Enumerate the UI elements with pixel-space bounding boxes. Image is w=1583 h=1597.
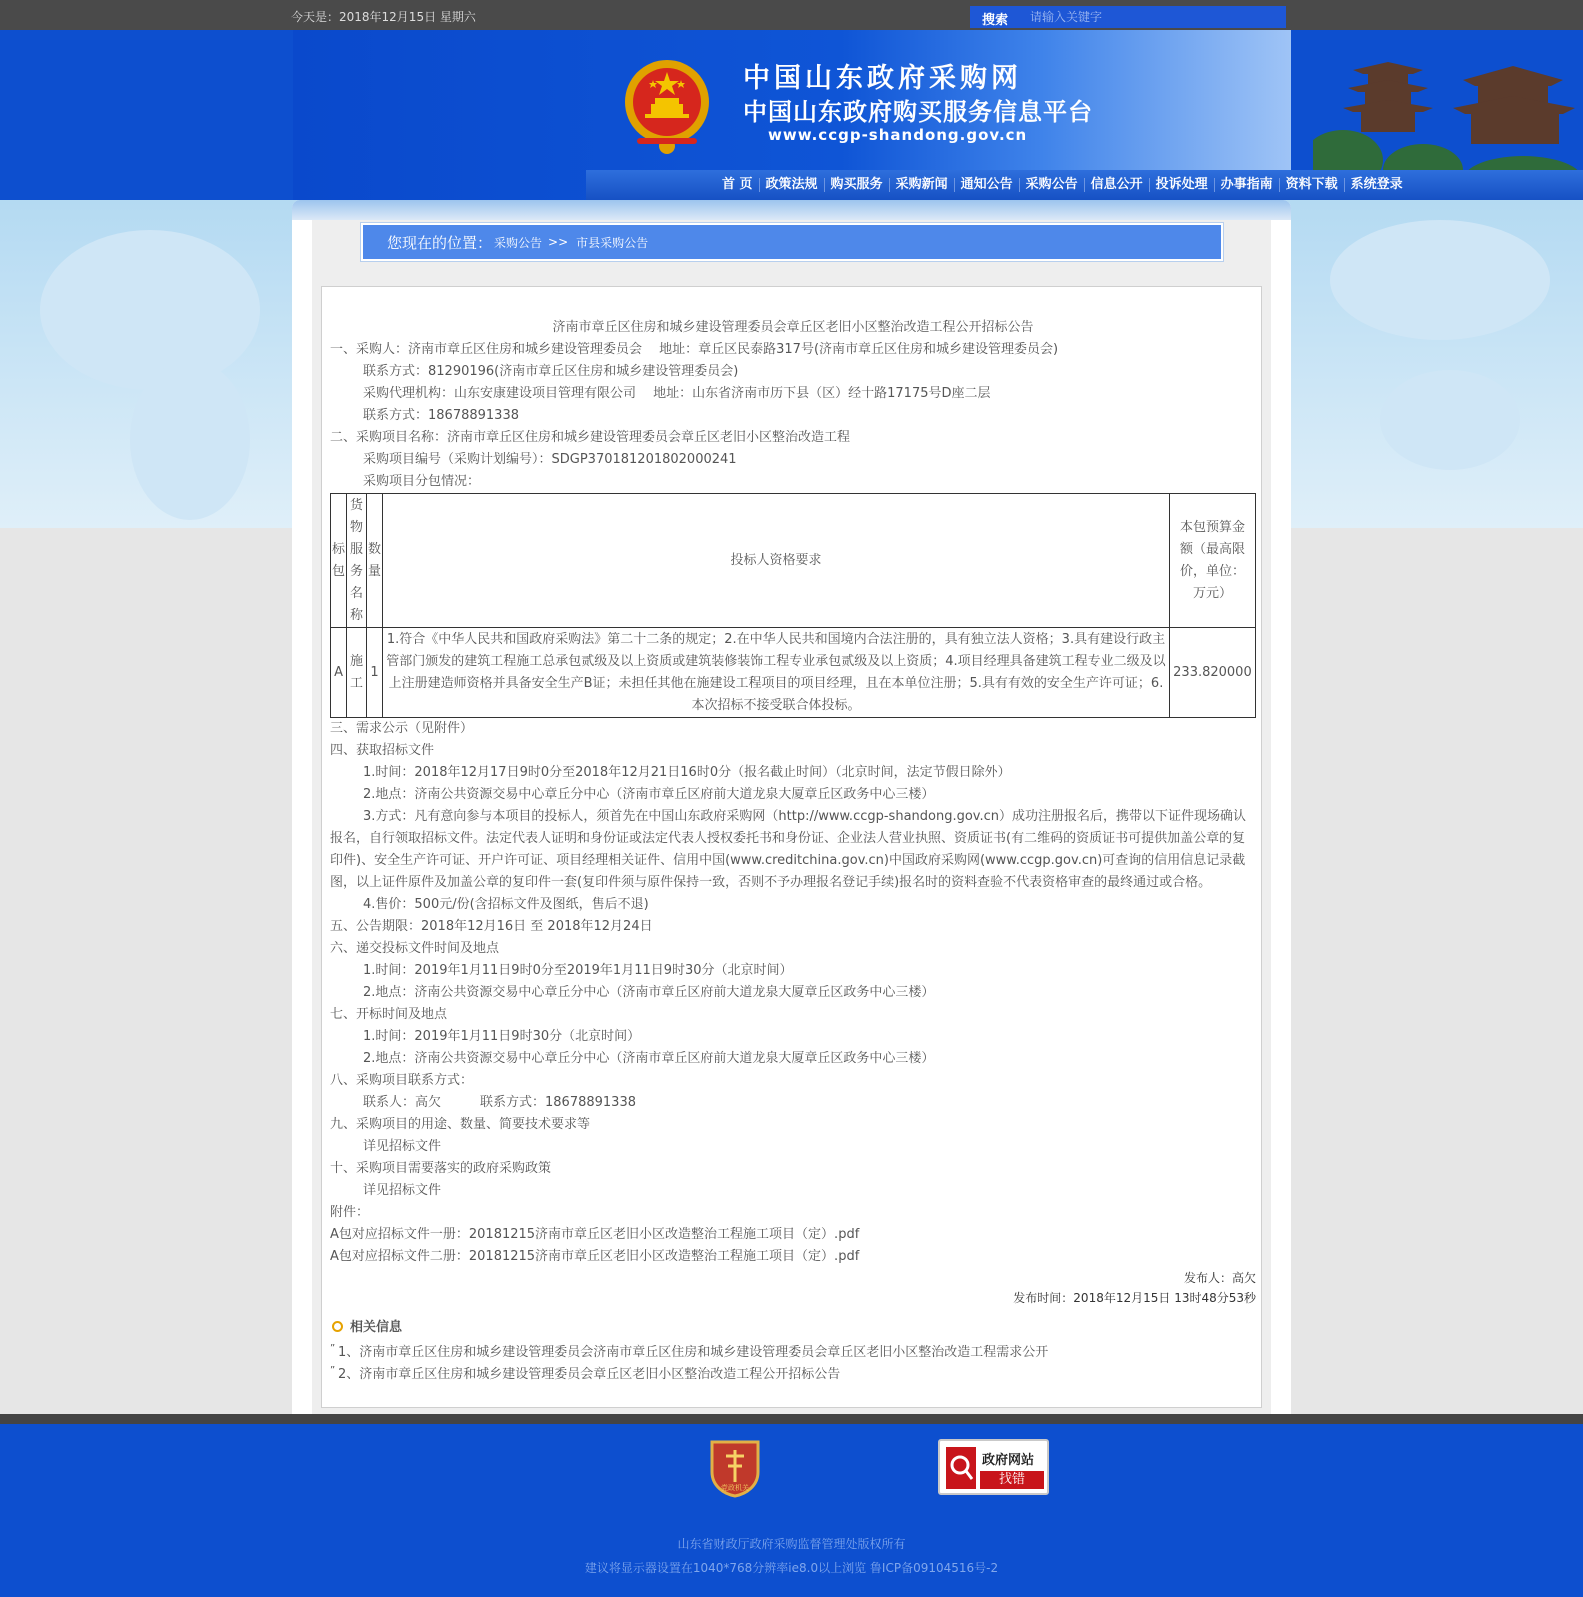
- top-bar: [0, 0, 1583, 30]
- circle-bullet-icon: [332, 1321, 343, 1332]
- search-button[interactable]: 搜索: [982, 13, 1009, 28]
- table-header: 货物服务名称: [347, 494, 367, 628]
- site-subtitle: 中国山东政府购买服务信息平台: [743, 98, 1093, 126]
- nav-item-policy[interactable]: 政策法规: [760, 178, 825, 192]
- obtain-time: 1.时间：2018年12月17日9时0分至2018年12月21日16时0分（报名截止时间）（北京时间，法定节假日除外）: [363, 765, 1011, 780]
- submit-place: 2.地点：济南公共资源交易中心章丘分中心（济南市章丘区府前大道龙泉大厦章丘区政务中心三楼）: [363, 985, 935, 1000]
- related-link[interactable]: ” 2、济南市章丘区住房和城乡建设管理委员会章丘区老旧小区整治改造工程公开招标公告: [330, 1364, 1256, 1386]
- magnifier-icon: [946, 1447, 976, 1489]
- obtain-place: 2.地点：济南公共资源交易中心章丘分中心（济南市章丘区府前大道龙泉大厦章丘区政务中心三楼）: [363, 787, 935, 802]
- table-cell: 施工: [347, 628, 367, 718]
- nav-item-disclosure[interactable]: 信息公开: [1085, 178, 1150, 192]
- attachment-link[interactable]: A包对应招标文件二册：20181215济南市章丘区老旧小区改造整治工程施工项目（定）.pdf: [330, 1249, 860, 1264]
- site-title: 中国山东政府采购网: [743, 63, 1022, 94]
- contact-heading: 八、采购项目联系方式：: [330, 1073, 474, 1088]
- table-header-row: [331, 494, 1256, 628]
- error-report-label: 找错: [980, 1471, 1044, 1489]
- error-report-title: 政府网站: [982, 1449, 1044, 1467]
- icp-text: 建议将显示器设置在1040*768分辨率ie8.0以上浏览 鲁ICP备09104516号-2: [584, 1561, 999, 1575]
- nav-item-downloads[interactable]: 资料下载: [1280, 178, 1345, 192]
- publish-time: 发布时间：2018年12月15日 13时48分53秒: [1013, 1291, 1256, 1305]
- main-container: [292, 200, 1291, 1414]
- copyright: [0, 1532, 1583, 1580]
- article-body: [330, 317, 1256, 1386]
- table-cell: 1.符合《中华人民共和国政府采购法》第二十二条的规定；2.在中华人民共和国境内合法注册的，具有独立法人资格；3.具有建设行政主管部门颁发的建筑工程施工总承包贰级及以上资质或建筑装修装饰工程专业承包贰级及以上资质；4.项目经理具备建筑工程专业二级及以上注册建造师资格并具备安全生产B证；未担任其他在施建设工程项目的项目经理，且在本单位注册；5.具有有效的安全生产许可证；6.本次招标不接受联合体投标。: [383, 628, 1170, 718]
- nav-item-notices[interactable]: 通知公告: [955, 178, 1020, 192]
- quote-icon: ”: [330, 1365, 336, 1376]
- related-heading: 相关信息: [330, 1314, 1256, 1342]
- nav-item-news[interactable]: 采购新闻: [890, 178, 955, 192]
- national-emblem-icon: [623, 52, 711, 158]
- table-header: 投标人资格要求: [383, 494, 1170, 628]
- nav-item-services[interactable]: 购买服务: [825, 178, 890, 192]
- site-footer: [0, 1414, 1583, 1597]
- opening-time: 1.时间：2019年1月11日9时30分（北京时间）: [363, 1029, 641, 1044]
- requirements-detail: 详见招标文件: [363, 1139, 442, 1154]
- breadcrumb-label: 您现在的位置：: [387, 233, 493, 252]
- table-cell: 233.820000: [1169, 628, 1255, 718]
- table-header: 本包预算金额（最高限价，单位：万元）: [1169, 494, 1255, 628]
- project-number: 采购项目编号（采购计划编号）：SDGP370181201802000241: [363, 452, 737, 467]
- purchaser-line: 一、采购人：济南市章丘区住房和城乡建设管理委员会 地址：章丘区民泰路317号(济南市章丘区住房和城乡建设管理委员会): [330, 342, 1059, 357]
- submit-time: 1.时间：2019年1月11日9时0分至2019年1月11日9时30分（北京时间）: [363, 963, 793, 978]
- search-input[interactable]: [1030, 8, 1280, 26]
- attachment-link[interactable]: A包对应招标文件一册：20181215济南市章丘区老旧小区改造整治工程施工项目（定）.pdf: [330, 1227, 860, 1242]
- opening-heading: 七、开标时间及地点: [330, 1007, 448, 1022]
- article-panel: [321, 286, 1262, 1408]
- table-row: [331, 628, 1256, 718]
- svg-text:党政机关: 党政机关: [721, 1484, 749, 1492]
- nav-item-announcements[interactable]: 采购公告: [1020, 178, 1085, 192]
- requirements-heading: 九、采购项目的用途、数量、简要技术要求等: [330, 1117, 591, 1132]
- nav-item-home[interactable]: 首 页: [716, 178, 760, 192]
- nav-item-complaints[interactable]: 投诉处理: [1150, 178, 1215, 192]
- quote-icon: ”: [330, 1343, 336, 1354]
- site-url: www.ccgp-shandong.gov.cn: [768, 126, 1028, 144]
- demand-notice: 三、需求公示（见附件）: [330, 721, 474, 736]
- project-name: 二、采购项目名称：济南市章丘区住房和城乡建设管理委员会章丘区老旧小区整治改造工程: [330, 430, 851, 445]
- publisher: 发布人：高欠: [1183, 1271, 1256, 1285]
- table-cell: A: [331, 628, 347, 718]
- table-cell: 1: [367, 628, 383, 718]
- purchaser-contact: 联系方式：81290196(济南市章丘区住房和城乡建设管理委员会): [363, 364, 739, 379]
- breadcrumb-link-announcements[interactable]: 采购公告: [494, 235, 543, 250]
- main-nav: [586, 170, 1583, 200]
- gov-site-error-report[interactable]: [938, 1439, 1049, 1495]
- nav-list: [716, 170, 1409, 200]
- nav-item-guide[interactable]: 办事指南: [1215, 178, 1280, 192]
- submit-heading: 六、递交投标文件时间及地点: [330, 941, 500, 956]
- today-date: 今天是：2018年12月15日 星期六: [291, 10, 476, 24]
- obtain-method: 3.方式：凡有意向参与本项目的投标人，须首先在中国山东政府采购网（http://www.ccgp-shandong.gov.cn）成功注册报名后，携带以下证件现场确认报名，自行领取招标文件。法定代表人证明和身份证或法定代表人授权委托书和身份证、企业法人营业执照、资质证书(有二维码的资质证书可提供加盖公章的复印件)、安全生产许可证、开户许可证、项目经理相关证件、信用中国(www.creditchina.gov.cn)中国政府采购网(www.ccgp.gov.cn)可查询的信用信息记录截图，以上证件原件及加盖公章的复印件一套(复印件须与原件保持一致，否则不予办理报名登记手续)报名时的资料查验不代表资格审查的最终通过或合格。: [330, 809, 1247, 890]
- header-banner: [293, 30, 1403, 200]
- search-box: [970, 6, 1286, 28]
- obtain-docs-heading: 四、获取招标文件: [330, 743, 435, 758]
- nav-item-login[interactable]: 系统登录: [1350, 177, 1403, 192]
- obtain-price: 4.售价：500元/份(含招标文件及图纸，售后不退): [363, 897, 649, 912]
- breadcrumb-separator: >>: [548, 235, 569, 249]
- breadcrumb-link-county[interactable]: 市县采购公告: [576, 235, 649, 250]
- package-table: [330, 493, 1256, 718]
- copyright-text: 山东省财政厅政府采购监督管理处版权所有: [677, 1537, 906, 1551]
- party-government-badge-icon[interactable]: [708, 1438, 762, 1498]
- site-header: [0, 30, 1583, 200]
- agency-contact: 联系方式：18678891338: [363, 408, 519, 423]
- related-link[interactable]: ” 1、济南市章丘区住房和城乡建设管理委员会济南市章丘区住房和城乡建设管理委员会章丘区老旧小区整治改造工程需求公开: [330, 1342, 1256, 1364]
- package-heading: 采购项目分包情况：: [363, 474, 481, 489]
- notice-period: 五、公告期限：2018年12月16日 至 2018年12月24日: [330, 919, 653, 934]
- opening-place: 2.地点：济南公共资源交易中心章丘分中心（济南市章丘区府前大道龙泉大厦章丘区政务中心三楼）: [363, 1051, 935, 1066]
- article-title: 济南市章丘区住房和城乡建设管理委员会章丘区老旧小区整治改造工程公开招标公告: [552, 320, 1034, 335]
- breadcrumb: [360, 222, 1224, 262]
- attachments-label: 附件：: [330, 1205, 370, 1220]
- contact-person: 联系人：高欠 联系方式：18678891338: [363, 1095, 636, 1110]
- table-header: 标包: [331, 494, 347, 628]
- policy-heading: 十、采购项目需要落实的政府采购政策: [330, 1161, 552, 1176]
- table-header: 数量: [367, 494, 383, 628]
- policy-detail: 详见招标文件: [363, 1183, 442, 1198]
- agency-line: 采购代理机构：山东安康建设项目管理有限公司 地址：山东省济南市历下县（区）经十路17175号D座二层: [363, 386, 991, 401]
